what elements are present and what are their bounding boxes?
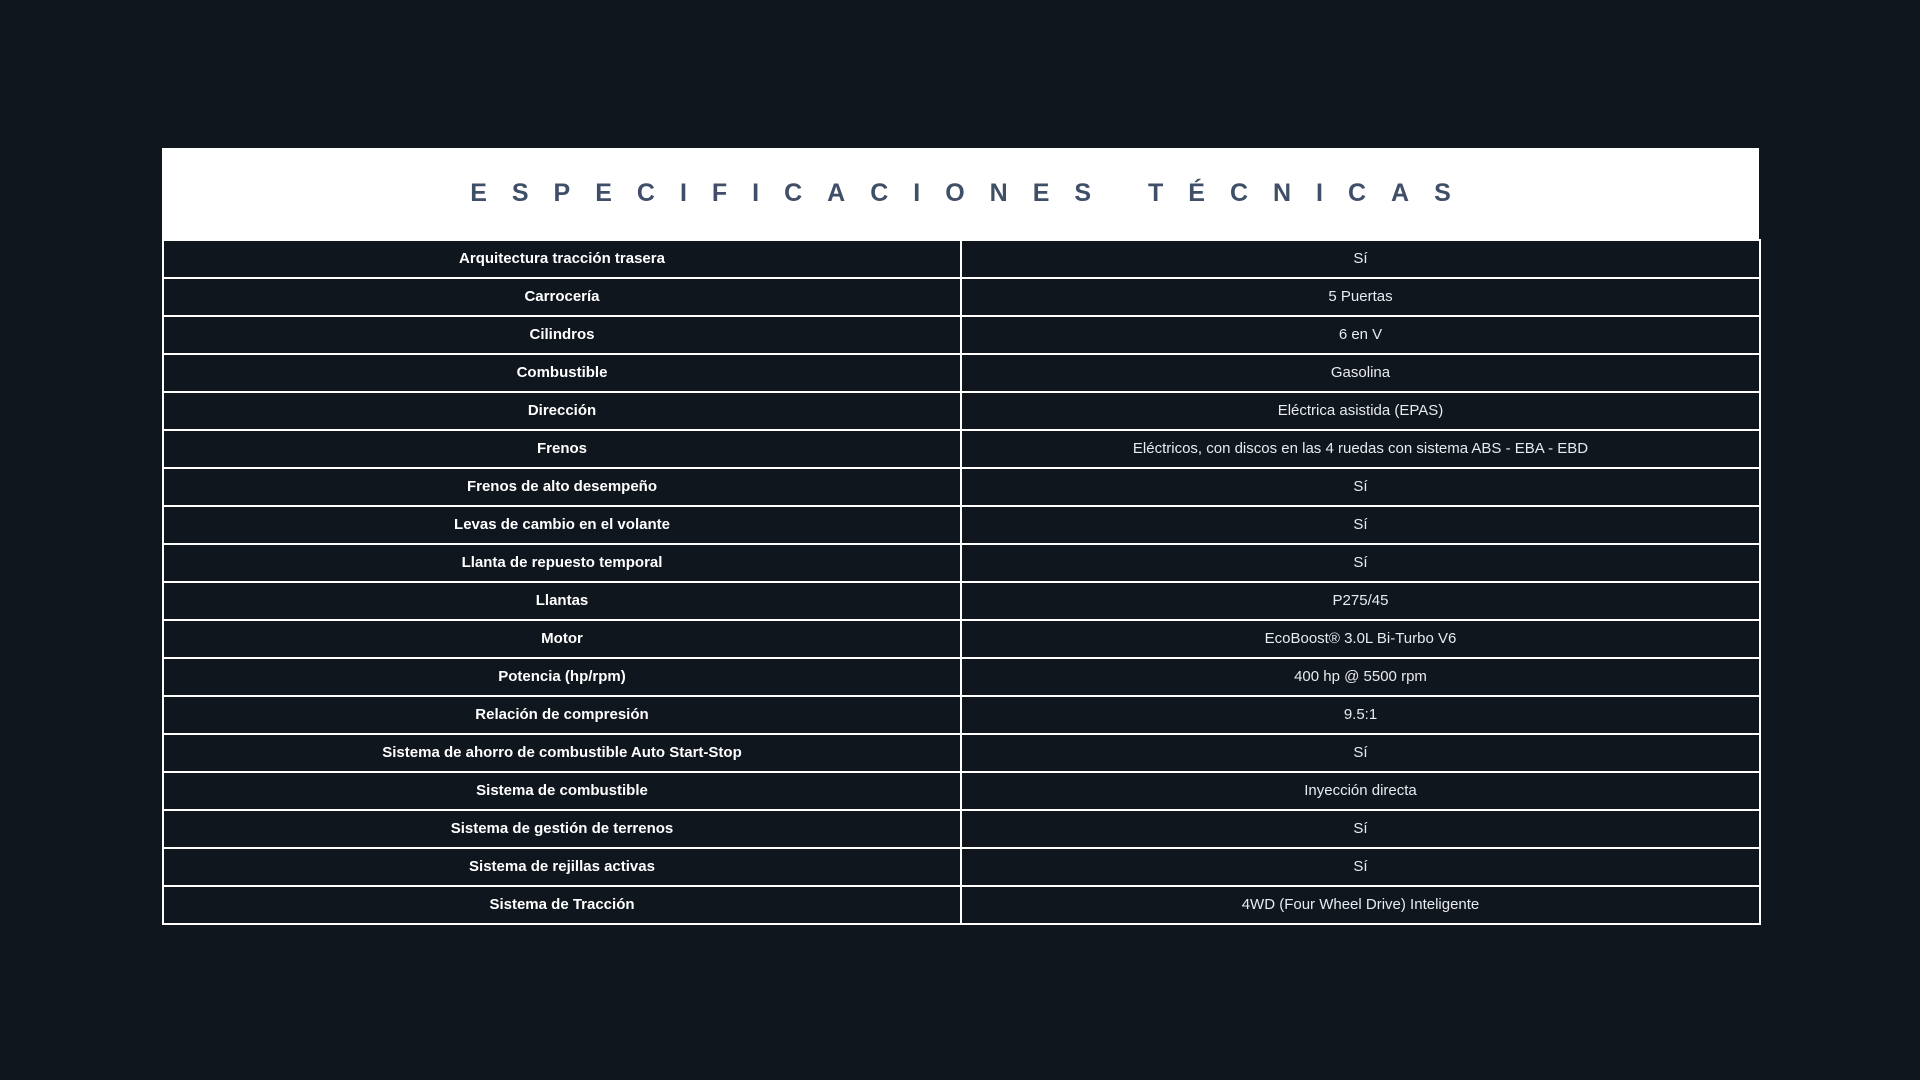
spec-value: Gasolina	[961, 354, 1760, 392]
spec-value: Eléctricos, con discos en las 4 ruedas con sistema ABS - EBA - EBD	[961, 430, 1760, 468]
specifications-header	[162, 148, 1759, 239]
spec-label: Sistema de gestión de terrenos	[163, 810, 961, 848]
spec-value: Sí	[961, 544, 1760, 582]
spec-value: EcoBoost® 3.0L Bi-Turbo V6	[961, 620, 1760, 658]
table-row	[163, 506, 1760, 544]
spec-value: Eléctrica asistida (EPAS)	[961, 392, 1760, 430]
spec-value: 400 hp @ 5500 rpm	[961, 658, 1760, 696]
spec-value: Sí	[961, 468, 1760, 506]
spec-label: Sistema de Tracción	[163, 886, 961, 924]
spec-label: Dirección	[163, 392, 961, 430]
table-row	[163, 316, 1760, 354]
table-row	[163, 544, 1760, 582]
page-title: ESPECIFICACIONES TÉCNICAS	[470, 179, 1476, 207]
table-row	[163, 772, 1760, 810]
specifications-table-body	[163, 240, 1760, 924]
spec-label: Arquitectura tracción trasera	[163, 240, 961, 278]
spec-value: 4WD (Four Wheel Drive) Inteligente	[961, 886, 1760, 924]
spec-label: Levas de cambio en el volante	[163, 506, 961, 544]
spec-label: Relación de compresión	[163, 696, 961, 734]
spec-value: 9.5:1	[961, 696, 1760, 734]
table-row	[163, 620, 1760, 658]
spec-label: Frenos de alto desempeño	[163, 468, 961, 506]
table-row	[163, 848, 1760, 886]
specifications-table	[162, 239, 1761, 925]
table-row	[163, 886, 1760, 924]
spec-label: Potencia (hp/rpm)	[163, 658, 961, 696]
table-row	[163, 430, 1760, 468]
spec-label: Sistema de rejillas activas	[163, 848, 961, 886]
spec-label: Sistema de combustible	[163, 772, 961, 810]
spec-value: Sí	[961, 240, 1760, 278]
spec-value: Sí	[961, 734, 1760, 772]
spec-label: Motor	[163, 620, 961, 658]
specifications-card	[162, 148, 1759, 925]
spec-value: Sí	[961, 848, 1760, 886]
table-row	[163, 468, 1760, 506]
spec-label: Combustible	[163, 354, 961, 392]
spec-label: Llanta de repuesto temporal	[163, 544, 961, 582]
table-row	[163, 734, 1760, 772]
table-row	[163, 810, 1760, 848]
table-row	[163, 392, 1760, 430]
table-row	[163, 582, 1760, 620]
spec-label: Carrocería	[163, 278, 961, 316]
table-row	[163, 696, 1760, 734]
spec-value: Sí	[961, 810, 1760, 848]
spec-value: Sí	[961, 506, 1760, 544]
spec-label: Frenos	[163, 430, 961, 468]
spec-value: Inyección directa	[961, 772, 1760, 810]
spec-value: P275/45	[961, 582, 1760, 620]
spec-label: Llantas	[163, 582, 961, 620]
table-row	[163, 240, 1760, 278]
table-row	[163, 658, 1760, 696]
table-row	[163, 278, 1760, 316]
table-row	[163, 354, 1760, 392]
spec-label: Cilindros	[163, 316, 961, 354]
spec-value: 6 en V	[961, 316, 1760, 354]
spec-label: Sistema de ahorro de combustible Auto Start-Stop	[163, 734, 961, 772]
spec-value: 5 Puertas	[961, 278, 1760, 316]
